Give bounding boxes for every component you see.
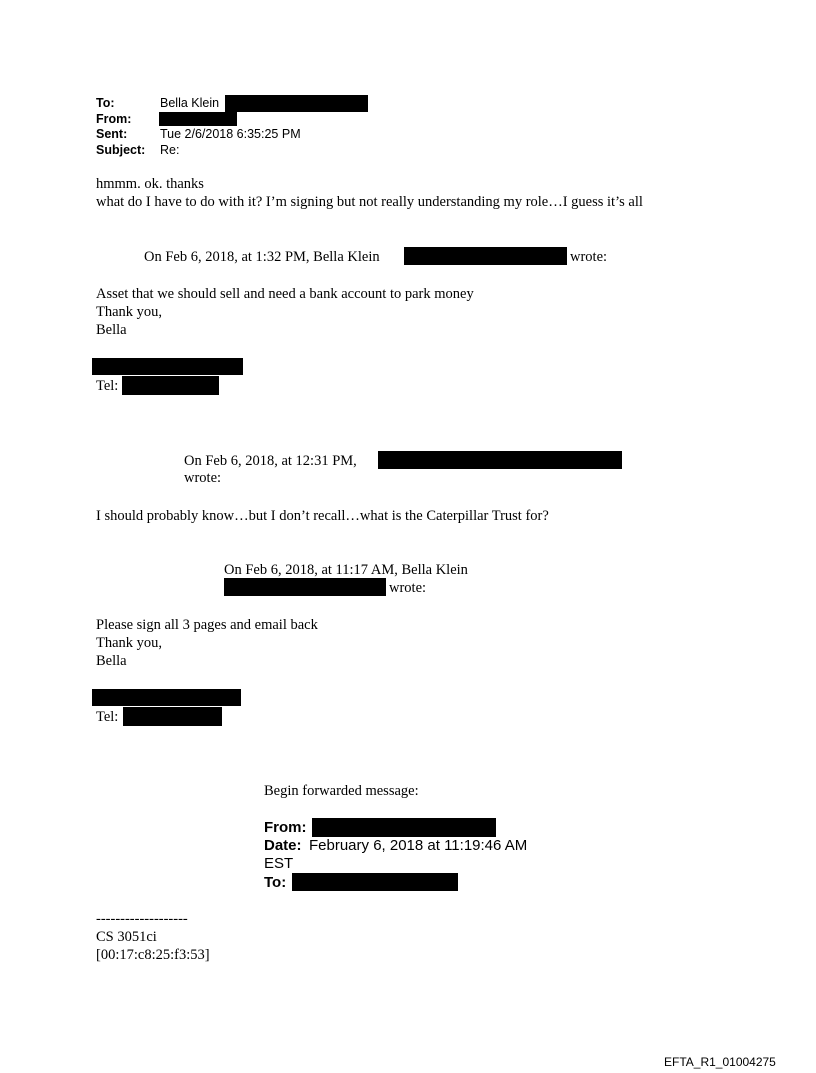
quote-line: Bella [96,653,127,669]
signature-line: CS 3051ci [96,929,157,945]
quote-intro: On Feb 6, 2018, at 1:32 PM, Bella Klein [144,249,380,265]
sent-label: Sent: [96,127,128,141]
quote-line: Thank you, [96,635,163,651]
reply-line: hmmm. ok. thanks [96,176,204,192]
redaction-box [159,112,237,126]
redaction-box [122,376,219,395]
reply-line: what do I have to do with it? I’m signing but not really understanding my role…I guess it’s all [96,194,643,210]
redaction-box [378,451,622,469]
tel-label: Tel: [96,709,119,725]
redaction-box [292,873,458,891]
quote-intro: On Feb 6, 2018, at 11:17 AM, Bella Klein [224,562,468,578]
redaction-box [404,247,567,265]
redaction-box [224,578,386,596]
sent-value: Tue 2/6/2018 6:35:25 PM [160,127,301,141]
quote-line: I should probably know…but I don’t recall…what is the Caterpillar Trust for? [96,508,549,524]
to-label: To: [96,96,115,110]
quote-intro: On Feb 6, 2018, at 12:31 PM, [184,453,357,469]
signature-line: [00:17:c8:25:f3:53] [96,947,210,963]
quote-wrote: wrote: [389,580,427,596]
redaction-box [312,818,496,837]
subject-value: Re: [160,143,180,157]
forwarded-begin: Begin forwarded message: [264,783,419,799]
quote-wrote: wrote: [184,470,222,486]
quote-line: Thank you, [96,304,163,320]
to-value: Bella Klein [160,96,220,110]
redaction-box [123,707,222,726]
subject-label: Subject: [96,143,146,157]
redaction-box [92,358,243,375]
fwd-date-value: February 6, 2018 at 11:19:46 AM [309,837,528,854]
quote-line: Asset that we should sell and need a bank account to park money [96,286,474,302]
tel-label: Tel: [96,378,119,394]
quote-wrote: wrote: [570,249,608,265]
signature-divider: ------------------- [96,911,188,927]
quote-line: Bella [96,322,127,338]
fwd-date-label: Date: [264,837,302,854]
redaction-box [225,95,368,112]
quote-line: Please sign all 3 pages and email back [96,617,318,633]
fwd-to-label: To: [264,874,287,891]
document-id: EFTA_R1_01004275 [664,1055,776,1069]
fwd-date-tz: EST [264,855,294,872]
from-label: From: [96,112,132,126]
redaction-box [92,689,241,706]
fwd-from-label: From: [264,819,307,836]
